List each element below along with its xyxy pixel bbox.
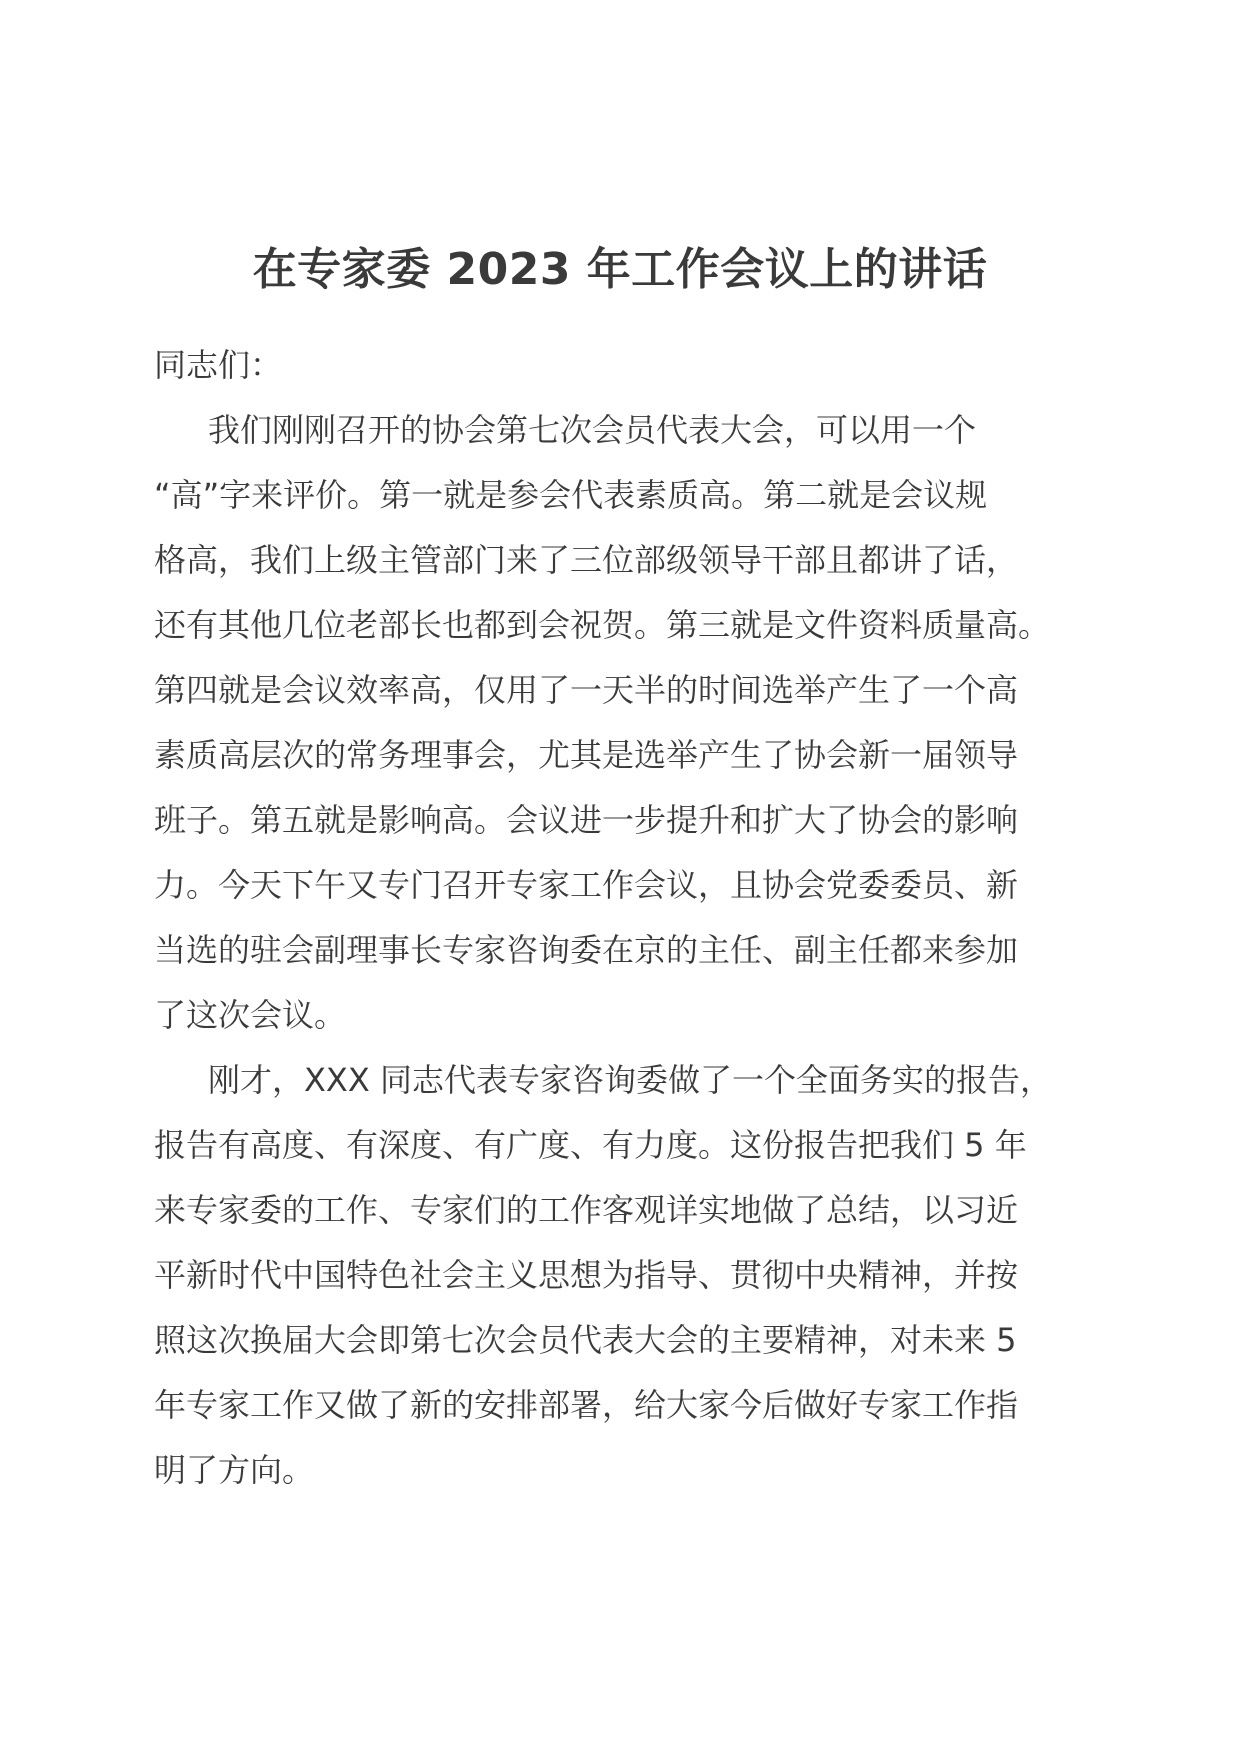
paragraph-1-line: “高”字来评价。第一就是参会代表素质高。第二就是会议规 — [154, 476, 988, 514]
paragraph-1-line: 当选的驻会副理事长专家咨询委在京的主任、副主任都来参加 — [154, 931, 1019, 969]
paragraph-2-line: 照这次换届大会即第七次会员代表大会的主要精神，对未来 5 — [154, 1321, 1017, 1359]
paragraph-1-line: 第四就是会议效率高，仅用了一天半的时间选举产生了一个高 — [154, 671, 1019, 709]
paragraph-1-line: 力。今天下午又专门召开专家工作会议，且协会党委委员、新 — [154, 866, 1019, 904]
paragraph-1-line: 格高，我们上级主管部门来了三位部级领导干部且都讲了话， — [154, 541, 1019, 579]
document-body — [154, 333, 1104, 1503]
paragraph-2-line: 来专家委的工作、专家们的工作客观详实地做了总结，以习近 — [154, 1191, 1019, 1229]
paragraph-1-line: 素质高层次的常务理事会，尤其是选举产生了协会新一届领导 — [154, 736, 1019, 774]
salutation: 同志们： — [154, 346, 283, 384]
paragraph-2-line: 平新时代中国特色社会主义思想为指导、贯彻中央精神，并按 — [154, 1256, 1019, 1294]
document-title: 在专家委 2023 年工作会议上的讲话 — [252, 244, 988, 295]
paragraph-2-line: 年专家工作又做了新的安排部署，给大家今后做好专家工作指 — [154, 1386, 1019, 1424]
paragraph-2-line: 刚才，XXX 同志代表专家咨询委做了一个全面务实的报告， — [208, 1061, 1052, 1099]
paragraph-2-line: 明了方向。 — [154, 1451, 315, 1489]
paragraph-1-line: 了这次会议。 — [154, 996, 347, 1034]
paragraph-1-line: 班子。第五就是影响高。会议进一步提升和扩大了协会的影响 — [154, 801, 1019, 839]
paragraph-2-line: 报告有高度、有深度、有广度、有力度。这份报告把我们 5 年 — [154, 1126, 1027, 1164]
paragraph-1-line: 我们刚刚召开的协会第七次会员代表大会，可以用一个 — [208, 411, 977, 449]
paragraph-1-line: 还有其他几位老部长也都到会祝贺。第三就是文件资料质量高。 — [154, 606, 1051, 644]
